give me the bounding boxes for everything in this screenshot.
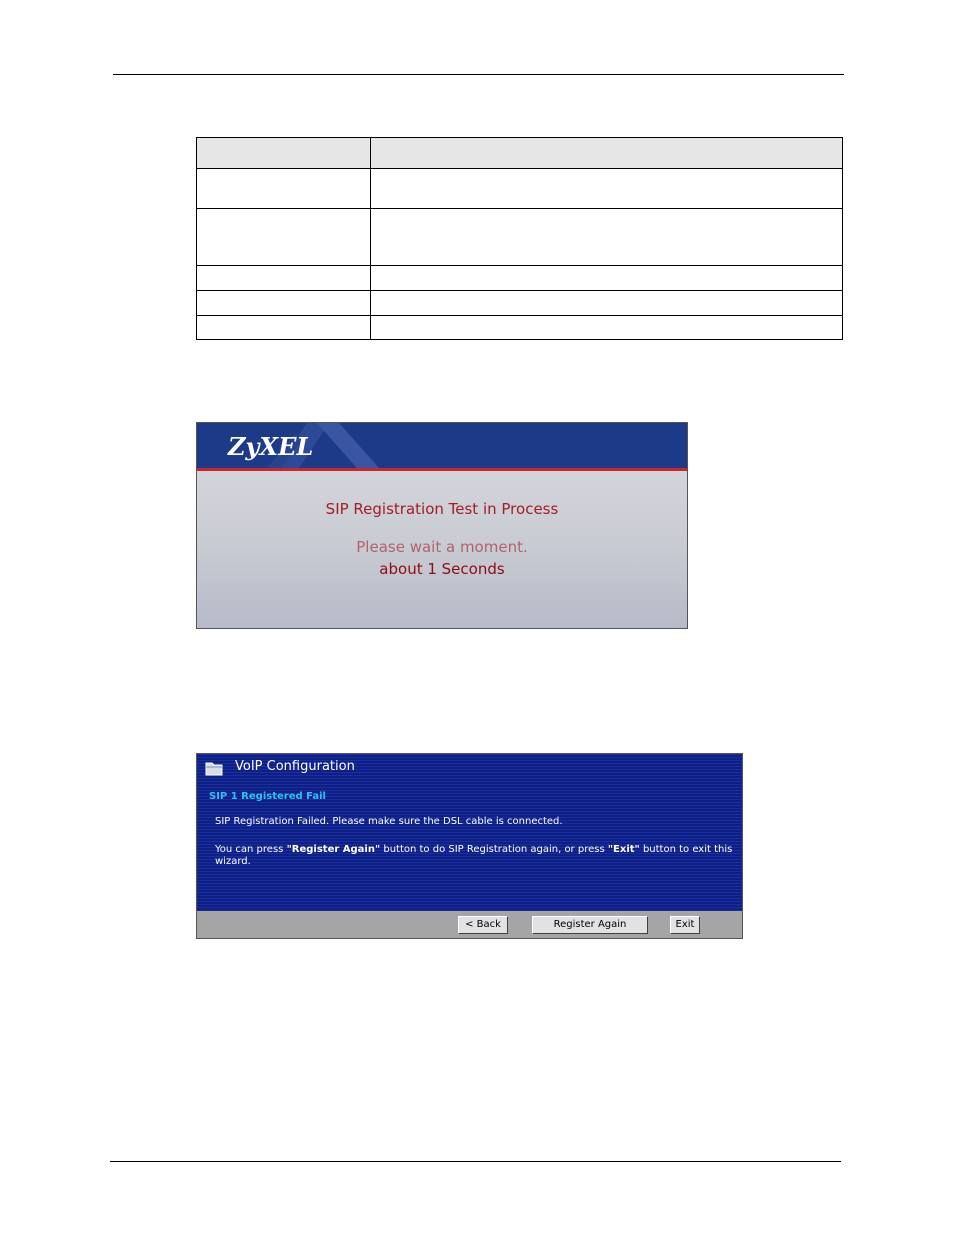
hint-register-label: "Register Again" — [286, 844, 381, 855]
table-cell — [197, 291, 371, 316]
window-title: VoIP Configuration — [235, 759, 355, 774]
hint-exit-label: "Exit" — [607, 844, 640, 855]
zyxel-banner — [197, 423, 687, 468]
table-cell — [371, 291, 843, 316]
banner-red-divider — [197, 468, 687, 471]
hint-prefix: You can press — [215, 844, 287, 855]
table-row — [197, 291, 843, 316]
test-status-text: SIP Registration Test in Process — [325, 500, 559, 518]
table-row — [197, 209, 843, 266]
folder-icon — [205, 760, 223, 776]
table-row — [197, 266, 843, 291]
table-cell — [197, 209, 371, 266]
table-row — [197, 169, 843, 209]
table-cell — [197, 169, 371, 209]
table-cell — [371, 266, 843, 291]
footer-rule — [110, 1161, 841, 1162]
zyxel-logo: ZyXEL — [228, 432, 314, 461]
registration-status: SIP 1 Registered Fail — [209, 791, 326, 802]
failure-message: SIP Registration Failed. Please make sure the DSL cable is connected. — [215, 816, 563, 827]
header-rule — [113, 74, 844, 75]
back-button[interactable]: < Back — [458, 916, 508, 934]
instruction-text — [215, 844, 735, 868]
field-description-table — [196, 137, 843, 340]
table-cell — [197, 316, 371, 340]
table-cell — [371, 316, 843, 340]
countdown-text: about 1 Seconds — [379, 560, 505, 578]
voip-config-screenshot — [196, 753, 743, 939]
button-bar — [197, 911, 742, 938]
table-cell — [371, 209, 843, 266]
table-cell — [371, 169, 843, 209]
register-again-button[interactable]: Register Again — [532, 916, 648, 934]
table-cell — [371, 138, 843, 169]
exit-button[interactable]: Exit — [670, 916, 700, 934]
table-header-row — [197, 138, 843, 169]
hint-middle: button to do SIP Registration again, or press — [380, 844, 608, 855]
sip-test-screenshot — [196, 422, 688, 629]
table-cell — [197, 266, 371, 291]
hint-suffix: button to exit this wizard. — [215, 844, 733, 867]
table-cell — [197, 138, 371, 169]
wait-message: Please wait a moment. — [356, 538, 528, 556]
table-row — [197, 316, 843, 340]
